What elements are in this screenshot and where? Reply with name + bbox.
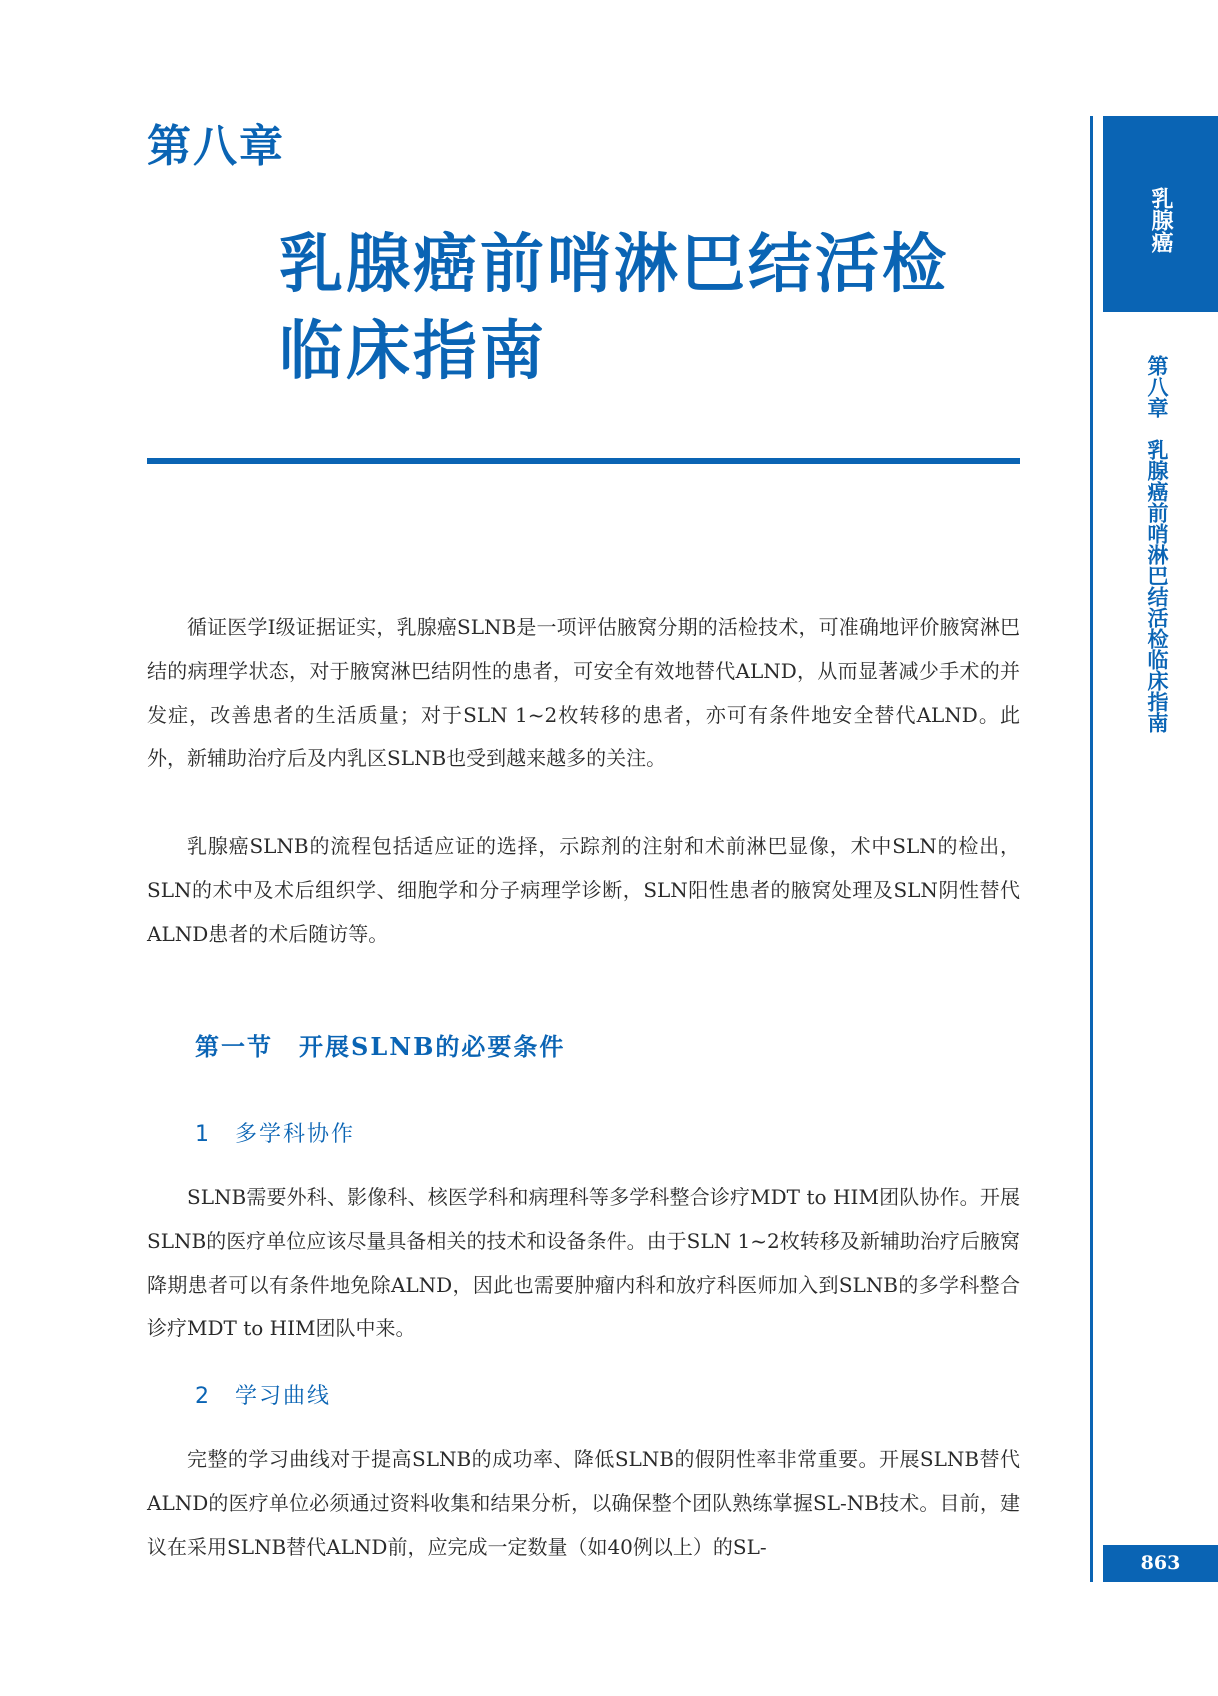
section-heading: 第一节 开展SLNB的必要条件 — [195, 1032, 566, 1061]
chapter-tab — [1103, 116, 1218, 312]
chapter-title-line2: 临床指南 — [279, 315, 547, 389]
chapter-title — [279, 222, 949, 396]
subsection-paragraph-2: 完整的学习曲线对于提高SLNB的成功率、降低SLNB的假阴性率非常重要。开展SLNB替代ALND的医疗单位必须通过资料收集和结果分析，以确保整个团队熟练掌握SL-NB技术。目前，建议在采用SLNB替代ALND前，应完成一定数量（如40例以上）的SL- — [147, 1447, 1020, 1559]
running-title: 第八章 乳腺癌前哨淋巴结活检临床指南 — [1145, 355, 1170, 733]
subsection-heading-1: 1 多学科协作 — [195, 1122, 355, 1147]
intro-paragraph-1: 循证医学Ⅰ级证据证实，乳腺癌SLNB是一项评估腋窝分期的活检技术，可准确地评价腋窝淋巴结的病理学状态，对于腋窝淋巴结阴性的患者，可安全有效地替代ALND，从而显著减少手术的并发症，改善患者的生活质量；对于SLN 1~2枚转移的患者，亦可有条件地安全替代ALND。此外，新辅助治疗后及内乳区SLNB也受到越来越多的关注。 — [147, 615, 1020, 771]
title-divider — [147, 458, 1020, 464]
subsection-heading-2: 2 学习曲线 — [195, 1384, 331, 1409]
chapter-label: 第八章 — [147, 121, 285, 172]
chapter-title-line1: 乳腺癌前哨淋巴结活检 — [279, 228, 949, 302]
page-number: 863 — [1103, 1545, 1218, 1582]
chapter-tab-label: 乳腺癌 — [1148, 187, 1173, 253]
sidebar-rule — [1090, 116, 1093, 1582]
intro-paragraph-2: 乳腺癌SLNB的流程包括适应证的选择，示踪剂的注射和术前淋巴显像，术中SLN的检出，SLN的术中及术后组织学、细胞学和分子病理学诊断，SLN阳性患者的腋窝处理及SLN阴性替代ALND患者的术后随访等。 — [147, 834, 1020, 946]
subsection-paragraph-1: SLNB需要外科、影像科、核医学科和病理科等多学科整合诊疗MDT to HIM团队协作。开展SLNB的医疗单位应该尽量具备相关的技术和设备条件。由于SLN 1~2枚转移及新辅助治疗后腋窝降期患者可以有条件地免除ALND，因此也需要肿瘤内科和放疗科医师加入到SLNB的多学科整合诊疗MDT to HIM团队中来。 — [147, 1185, 1020, 1341]
